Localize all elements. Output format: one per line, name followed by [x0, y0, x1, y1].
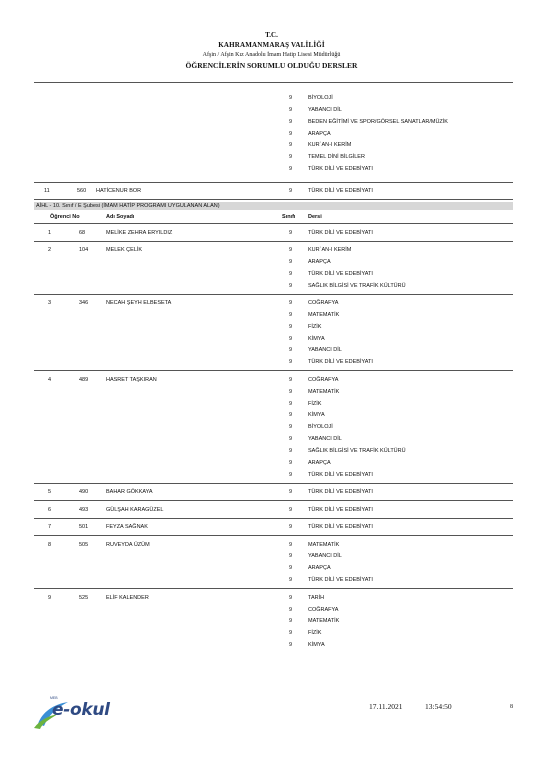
student-id: 525: [79, 594, 89, 601]
course-name: TÜRK DİLİ VE EDEBİYATI: [308, 524, 373, 531]
course-grade: 9: [289, 553, 293, 560]
course-grade: 9: [289, 506, 293, 513]
course-grade: 9: [289, 95, 293, 101]
course-grade: 9: [289, 166, 293, 173]
row-divider: [34, 588, 513, 589]
course-grade: 9: [289, 142, 293, 149]
course-grade: 9: [289, 606, 293, 613]
course-name: TÜRK DİLİ VE EDEBİYATI: [308, 187, 373, 194]
student-id: 505: [79, 541, 89, 548]
print-date: 17.11.2021: [369, 702, 403, 711]
course-grade: 9: [289, 118, 293, 125]
student-name: GÜLŞAH KARAGÜZEL: [106, 506, 164, 513]
course-grade: 9: [289, 154, 293, 161]
page-number: 8: [510, 704, 513, 710]
student-name: ELİF KALENDER: [106, 594, 149, 601]
course-name: FİZİK: [308, 323, 322, 330]
course-grade: 9: [289, 471, 293, 478]
student-name: BAHAR GÖKKAYA: [106, 489, 153, 496]
header-rule: [34, 82, 513, 83]
course-name: TÜRK DİLİ VE EDEBİYATI: [308, 166, 373, 173]
header-school: Afşin / Afşin Kız Anadolu İmam Hatip Lisesi Müdürlüğü: [202, 52, 341, 58]
course-name: SAĞLIK BİLGİSİ VE TRAFİK KÜLTÜRÜ: [308, 447, 406, 454]
course-name: ARAPÇA: [308, 565, 331, 572]
course-name: ARAPÇA: [308, 258, 331, 265]
course-name: KİMYA: [308, 335, 325, 342]
header-tc: T.C.: [265, 31, 278, 39]
course-name: YABANCI DİL: [308, 553, 342, 560]
student-row-number: 2: [48, 247, 52, 253]
student-name: MELEK ÇELİK: [106, 247, 143, 253]
course-name: BİYOLOJİ: [308, 95, 333, 101]
course-grade: 9: [289, 311, 293, 318]
course-grade: 9: [289, 489, 293, 496]
student-id: 489: [79, 376, 89, 383]
student-name: NECAH ŞEYH ELBESETA: [106, 300, 172, 307]
section-title: AİHL - 10. Sınıf / E Şubesi (İMAM HATİP PROGRAMI UYGULANAN ALAN): [36, 203, 220, 209]
student-id: 493: [79, 506, 89, 513]
course-name: YABANCI DİL: [308, 106, 342, 113]
column-header-grade: Sınıfı: [282, 214, 296, 220]
student-id: 490: [79, 489, 89, 496]
course-name: MATEMATİK: [308, 541, 340, 548]
course-name: FİZİK: [308, 400, 322, 407]
course-grade: 9: [289, 282, 293, 289]
course-name: BEDEN EĞİTİMİ VE SPOR/GÖRSEL SANATLAR/MÜZİK: [308, 118, 448, 125]
course-grade: 9: [289, 187, 293, 194]
course-grade: 9: [289, 335, 293, 342]
course-grade: 9: [289, 618, 293, 625]
student-name: HASRET TAŞKIRAN: [106, 376, 157, 383]
student-id: 501: [79, 524, 89, 531]
course-grade: 9: [289, 565, 293, 572]
student-row-number: 8: [48, 541, 52, 548]
course-name: KUR`AN-I KERİM: [308, 247, 352, 253]
course-name: TÜRK DİLİ VE EDEBİYATI: [308, 359, 373, 366]
course-name: TÜRK DİLİ VE EDEBİYATI: [308, 471, 373, 478]
student-row-number: 1: [48, 229, 52, 236]
course-name: ARAPÇA: [308, 459, 331, 466]
course-grade: 9: [289, 412, 293, 419]
row-divider: [34, 182, 513, 183]
course-name: TÜRK DİLİ VE EDEBİYATI: [308, 506, 373, 513]
row-divider: [34, 294, 513, 295]
course-grade: 9: [289, 436, 293, 443]
course-grade: 9: [289, 359, 293, 366]
header-governorship: KAHRAMANMARAŞ VALİLİĞİ: [218, 41, 325, 49]
student-row-number: 11: [44, 187, 50, 194]
student-row-number: 7: [48, 524, 52, 531]
course-name: TARİH: [308, 594, 325, 601]
course-name: COĞRAFYA: [308, 300, 339, 307]
course-name: FİZİK: [308, 630, 322, 637]
course-grade: 9: [289, 247, 293, 253]
course-name: YABANCI DİL: [308, 347, 342, 354]
student-row-number: 4: [48, 376, 52, 383]
student-id: 346: [79, 300, 89, 307]
course-name: TÜRK DİLİ VE EDEBİYATI: [308, 489, 373, 496]
course-grade: 9: [289, 577, 293, 584]
student-id: 104: [79, 247, 89, 253]
course-grade: 9: [289, 229, 293, 236]
row-divider: [34, 241, 513, 242]
course-name: TEMEL DİNİ BİLGİLER: [308, 154, 365, 161]
course-name: KİMYA: [308, 642, 325, 649]
course-name: COĞRAFYA: [308, 606, 339, 613]
student-id: 560: [77, 187, 87, 194]
student-name: HATİCENUR BOR: [96, 187, 142, 194]
course-grade: 9: [289, 347, 293, 354]
course-name: TÜRK DİLİ VE EDEBİYATI: [308, 270, 373, 277]
student-row-number: 3: [48, 300, 52, 307]
row-divider: [34, 370, 513, 371]
course-grade: 9: [289, 424, 293, 431]
course-grade: 9: [289, 130, 293, 137]
column-header-course: Dersi: [308, 214, 322, 220]
course-name: COĞRAFYA: [308, 376, 339, 383]
course-grade: 9: [289, 642, 293, 649]
course-grade: 9: [289, 630, 293, 637]
student-row-number: 6: [48, 506, 52, 513]
row-divider: [34, 500, 513, 501]
course-grade: 9: [289, 459, 293, 466]
course-grade: 9: [289, 270, 293, 277]
course-grade: 9: [289, 258, 293, 265]
course-name: KUR`AN-I KERİM: [308, 142, 352, 149]
logo-text: e-okul: [52, 700, 110, 720]
course-name: KİMYA: [308, 412, 325, 419]
course-grade: 9: [289, 376, 293, 383]
course-name: SAĞLIK BİLGİSİ VE TRAFİK KÜLTÜRÜ: [308, 282, 406, 289]
course-grade: 9: [289, 323, 293, 330]
course-name: ARAPÇA: [308, 130, 331, 137]
course-name: MATEMATİK: [308, 388, 340, 395]
course-grade: 9: [289, 524, 293, 531]
student-name: RUVEYDA ÜZÜM: [106, 541, 150, 548]
eokul-logo: [32, 694, 122, 730]
student-row-number: 9: [48, 594, 52, 601]
logo-meb-label: MEB: [50, 696, 58, 700]
student-name: MELİKE ZEHRA ERYILDIZ: [106, 229, 173, 236]
course-grade: 9: [289, 400, 293, 407]
print-time: 13:54:50: [425, 702, 452, 711]
column-header-name: Adı Soyadı: [106, 214, 135, 220]
row-divider: [34, 483, 513, 484]
course-grade: 9: [289, 388, 293, 395]
row-divider: [34, 199, 513, 200]
course-name: MATEMATİK: [308, 618, 340, 625]
course-name: BİYOLOJİ: [308, 424, 333, 431]
course-name: YABANCI DİL: [308, 436, 342, 443]
student-id: 68: [79, 229, 86, 236]
course-grade: 9: [289, 541, 293, 548]
row-divider: [34, 223, 513, 224]
page-title: ÖĞRENCİLERİN SORUMLU OLDUĞU DERSLER: [185, 61, 358, 70]
course-grade: 9: [289, 300, 293, 307]
student-row-number: 5: [48, 489, 52, 496]
column-header-student-no: Öğrenci No: [50, 214, 80, 220]
course-name: MATEMATİK: [308, 311, 340, 318]
course-grade: 9: [289, 106, 293, 113]
student-name: FEYZA SAĞNAK: [106, 524, 148, 531]
course-name: TÜRK DİLİ VE EDEBİYATI: [308, 229, 373, 236]
row-divider: [34, 518, 513, 519]
course-name: TÜRK DİLİ VE EDEBİYATI: [308, 577, 373, 584]
course-grade: 9: [289, 594, 293, 601]
row-divider: [34, 535, 513, 536]
course-grade: 9: [289, 447, 293, 454]
